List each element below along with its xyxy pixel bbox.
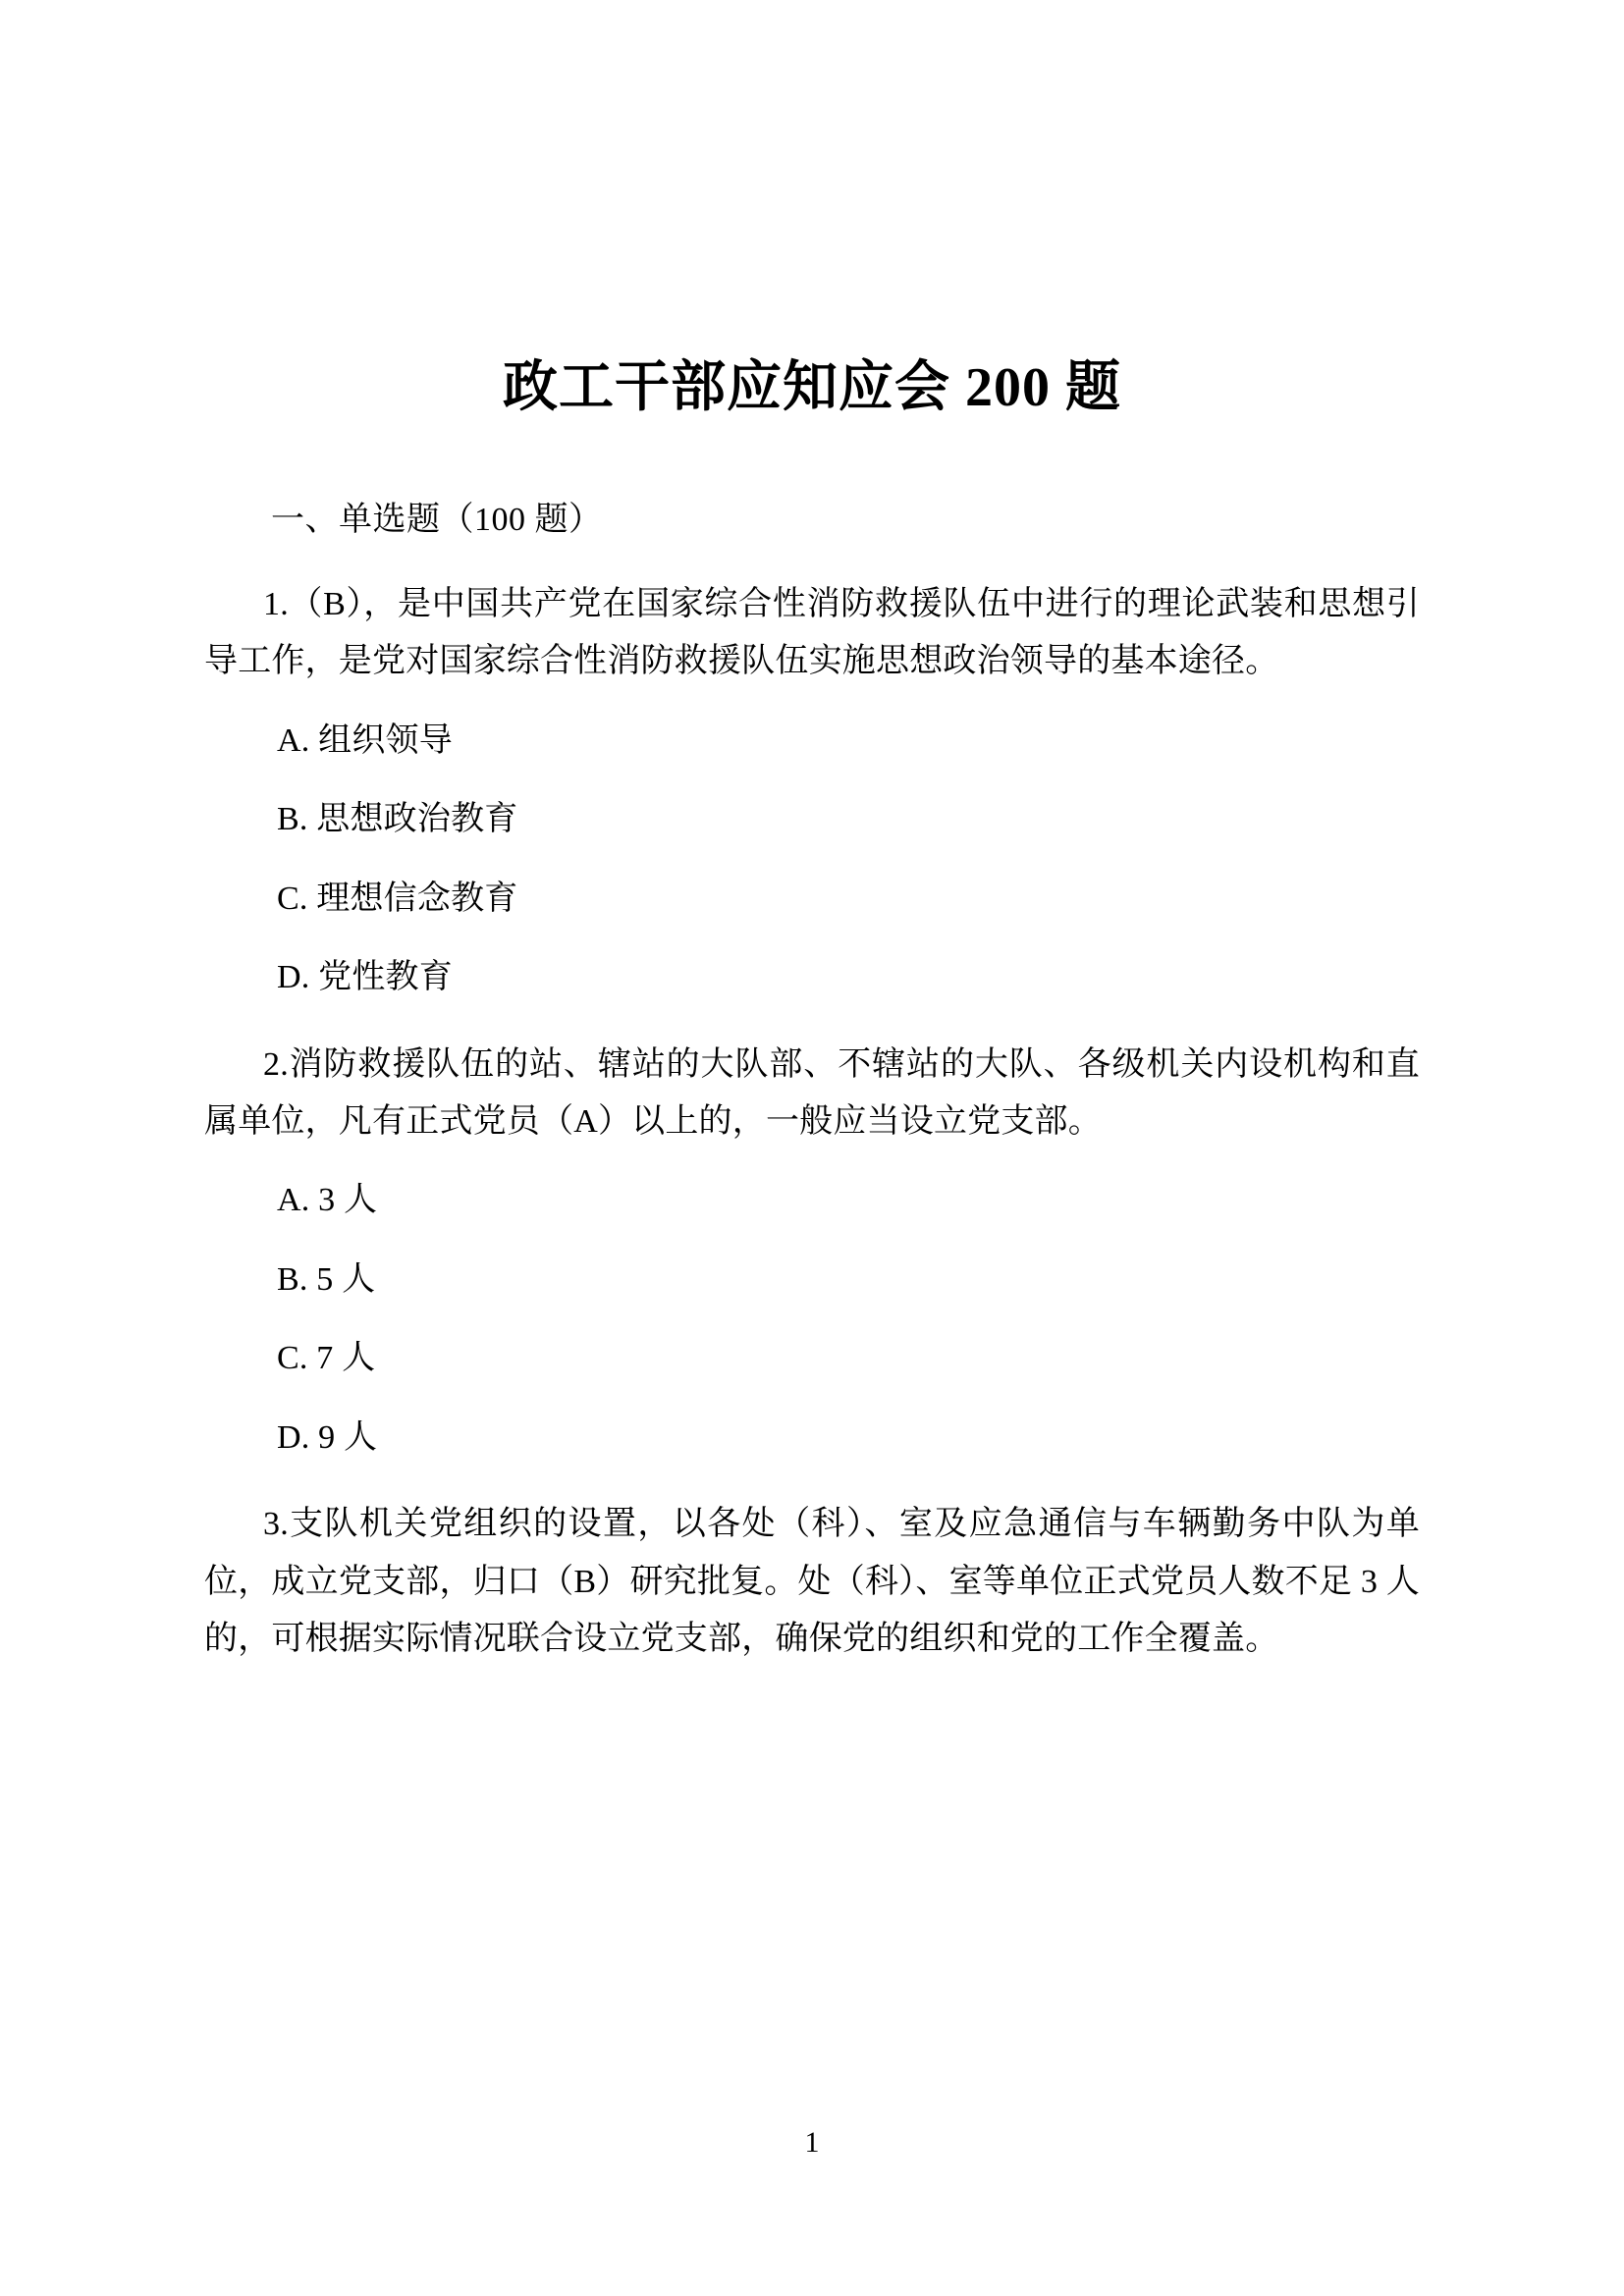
question-option: A. 3 人: [277, 1182, 378, 1219]
question-option: B. 思想政治教育: [277, 801, 518, 838]
question-option: C. 理想信念教育: [277, 880, 518, 917]
question-option: C. 7 人: [277, 1340, 376, 1377]
question-stem: 1.（B），是中国共产党在国家综合性消防救援队伍中进行的理论武装和思想引导工作，是党对国家综合性消防救援队伍实施思想政治领导的基本途径。: [204, 585, 1421, 680]
question-stem: 3.支队机关党组织的设置，以各处（科）、室及应急通信与车辆勤务中队为单位，成立党支部，归口（B）研究批复。处（科）、室等单位正式党员人数不足 3 人的，可根据实际情况联合设立党支部，确保党的组织和党的工作全覆盖。: [204, 1506, 1420, 1658]
question-option: B. 5 人: [277, 1260, 376, 1298]
page-number: 1: [804, 2126, 820, 2159]
question-option: D. 党性教育: [277, 959, 453, 996]
document-body: [204, 0, 1420, 1669]
question-2: [204, 1007, 1420, 1468]
page-title: 政工干部应知应会 200 题: [503, 357, 1121, 418]
question-1: [204, 547, 1420, 1007]
question-stem: 2.消防救援队伍的站、辖站的大队部、不辖站的大队、各级机关内设机构和直属单位，凡有正式党员（A）以上的，一般应当设立党支部。: [204, 1045, 1420, 1140]
question-option: D. 9 人: [277, 1418, 378, 1456]
section-heading-single-choice: 一、单选题（100 题）: [271, 502, 603, 538]
question-option: A. 组织领导: [277, 721, 453, 759]
question-3: [204, 1467, 1420, 1668]
